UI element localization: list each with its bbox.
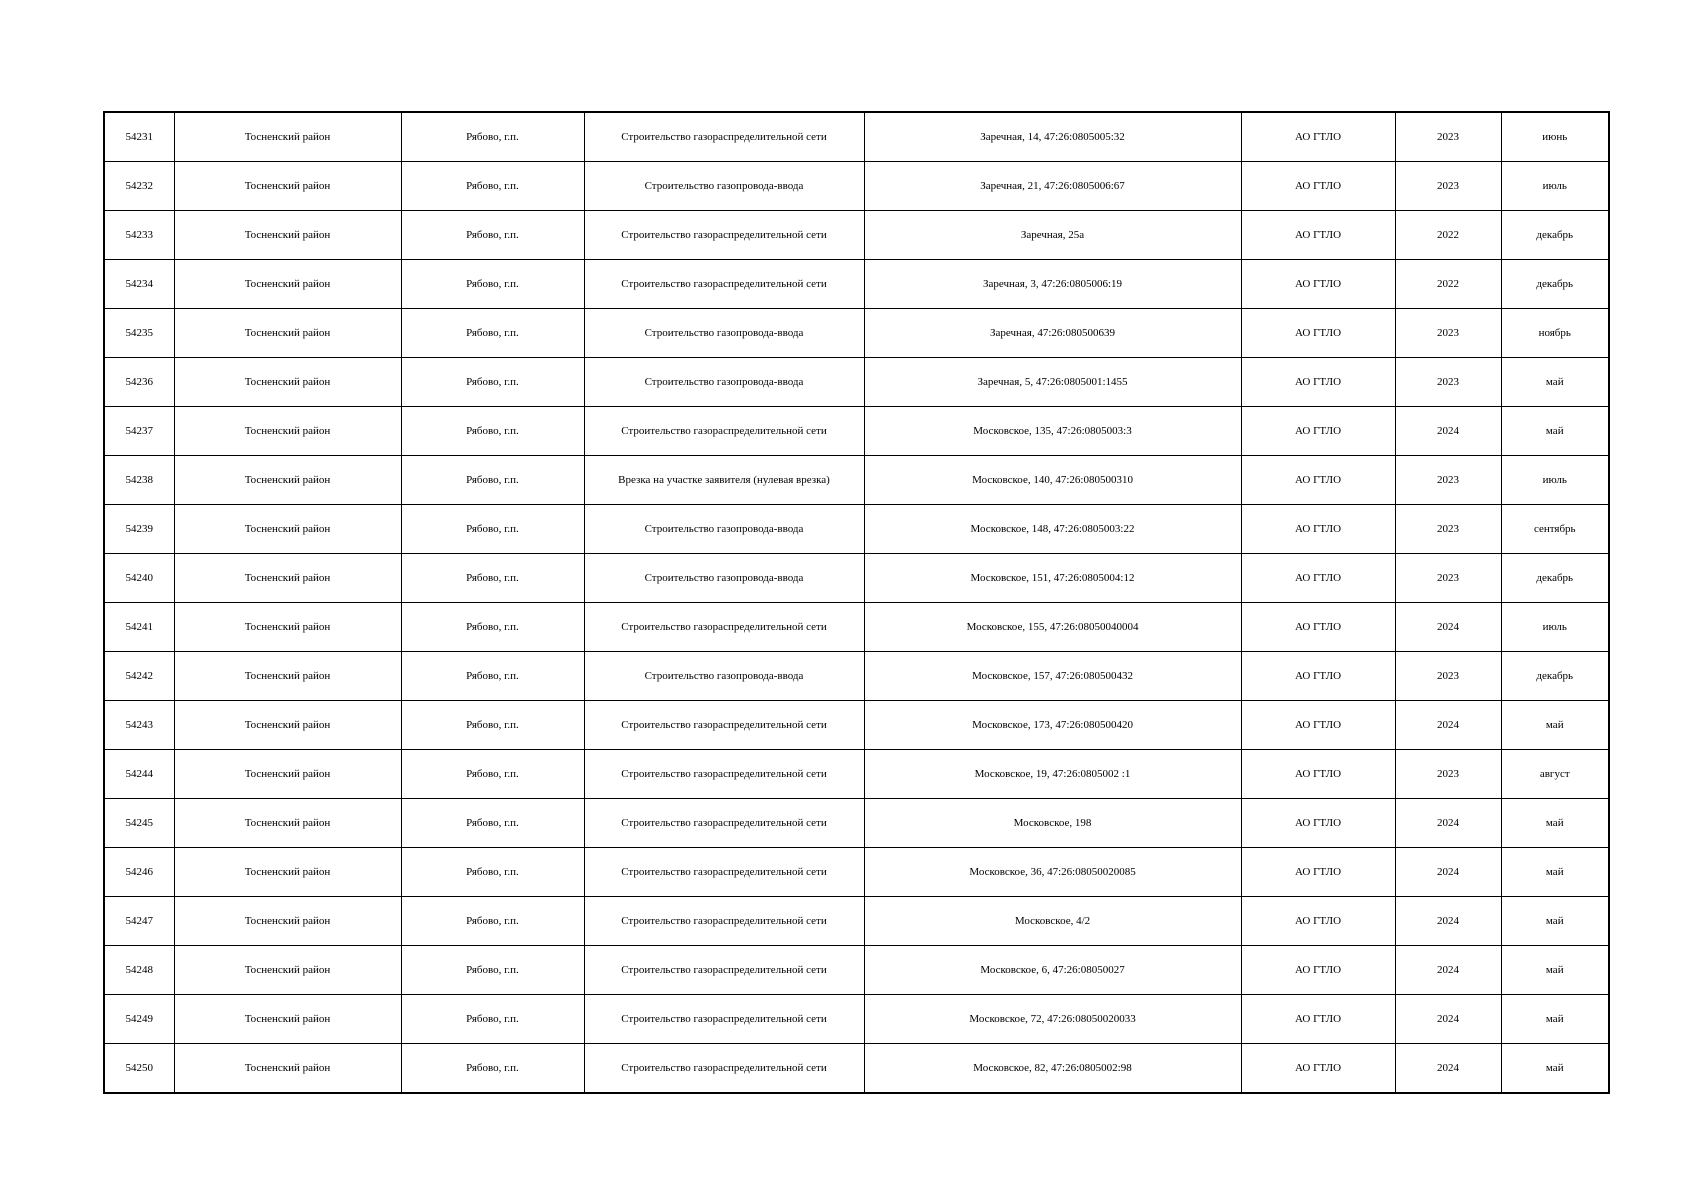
row-id-cell: 54242 bbox=[104, 652, 174, 701]
work-type-cell: Строительство газопровода-ввода bbox=[584, 652, 864, 701]
month-cell: июль bbox=[1501, 456, 1609, 505]
row-id-cell: 54235 bbox=[104, 309, 174, 358]
district-cell: Тосненский район bbox=[174, 995, 401, 1044]
row-id-cell: 54238 bbox=[104, 456, 174, 505]
settlement-cell: Рябово, г.п. bbox=[401, 701, 584, 750]
address-cell: Московское, 36, 47:26:08050020085 bbox=[864, 848, 1241, 897]
year-cell: 2024 bbox=[1395, 407, 1501, 456]
row-id-cell: 54241 bbox=[104, 603, 174, 652]
address-cell: Московское, 173, 47:26:080500420 bbox=[864, 701, 1241, 750]
year-cell: 2023 bbox=[1395, 652, 1501, 701]
address-cell: Московское, 135, 47:26:0805003:3 bbox=[864, 407, 1241, 456]
work-type-cell: Строительство газораспределительной сети bbox=[584, 897, 864, 946]
address-cell: Московское, 4/2 bbox=[864, 897, 1241, 946]
organization-cell: АО ГТЛО bbox=[1241, 848, 1395, 897]
year-cell: 2024 bbox=[1395, 897, 1501, 946]
work-type-cell: Строительство газораспределительной сети bbox=[584, 946, 864, 995]
row-id-cell: 54239 bbox=[104, 505, 174, 554]
table-row bbox=[104, 554, 1609, 603]
year-cell: 2023 bbox=[1395, 554, 1501, 603]
month-cell: май bbox=[1501, 407, 1609, 456]
table-row bbox=[104, 112, 1609, 162]
district-cell: Тосненский район bbox=[174, 112, 401, 162]
table-row bbox=[104, 799, 1609, 848]
row-id-cell: 54247 bbox=[104, 897, 174, 946]
district-cell: Тосненский район bbox=[174, 897, 401, 946]
work-type-cell: Строительство газораспределительной сети bbox=[584, 1044, 864, 1094]
address-cell: Московское, 6, 47:26:08050027 bbox=[864, 946, 1241, 995]
table-row bbox=[104, 1044, 1609, 1094]
month-cell: май bbox=[1501, 995, 1609, 1044]
work-type-cell: Строительство газораспределительной сети bbox=[584, 995, 864, 1044]
month-cell: май bbox=[1501, 1044, 1609, 1094]
year-cell: 2023 bbox=[1395, 358, 1501, 407]
row-id-cell: 54236 bbox=[104, 358, 174, 407]
settlement-cell: Рябово, г.п. bbox=[401, 260, 584, 309]
district-cell: Тосненский район bbox=[174, 799, 401, 848]
settlement-cell: Рябово, г.п. bbox=[401, 848, 584, 897]
row-id-cell: 54243 bbox=[104, 701, 174, 750]
organization-cell: АО ГТЛО bbox=[1241, 897, 1395, 946]
settlement-cell: Рябово, г.п. bbox=[401, 897, 584, 946]
month-cell: май bbox=[1501, 799, 1609, 848]
table-row bbox=[104, 995, 1609, 1044]
organization-cell: АО ГТЛО bbox=[1241, 946, 1395, 995]
month-cell: декабрь bbox=[1501, 652, 1609, 701]
organization-cell: АО ГТЛО bbox=[1241, 162, 1395, 211]
organization-cell: АО ГТЛО bbox=[1241, 260, 1395, 309]
address-cell: Московское, 155, 47:26:08050040004 bbox=[864, 603, 1241, 652]
district-cell: Тосненский район bbox=[174, 750, 401, 799]
table-row bbox=[104, 897, 1609, 946]
address-cell: Московское, 148, 47:26:0805003:22 bbox=[864, 505, 1241, 554]
settlement-cell: Рябово, г.п. bbox=[401, 799, 584, 848]
work-type-cell: Строительство газораспределительной сети bbox=[584, 799, 864, 848]
settlement-cell: Рябово, г.п. bbox=[401, 505, 584, 554]
row-id-cell: 54240 bbox=[104, 554, 174, 603]
organization-cell: АО ГТЛО bbox=[1241, 211, 1395, 260]
work-type-cell: Строительство газопровода-ввода bbox=[584, 505, 864, 554]
table-row bbox=[104, 701, 1609, 750]
year-cell: 2024 bbox=[1395, 799, 1501, 848]
organization-cell: АО ГТЛО bbox=[1241, 750, 1395, 799]
table-row bbox=[104, 946, 1609, 995]
address-cell: Московское, 140, 47:26:080500310 bbox=[864, 456, 1241, 505]
table-row bbox=[104, 162, 1609, 211]
address-cell: Заречная, 5, 47:26:0805001:1455 bbox=[864, 358, 1241, 407]
table-row bbox=[104, 848, 1609, 897]
work-type-cell: Строительство газораспределительной сети bbox=[584, 603, 864, 652]
organization-cell: АО ГТЛО bbox=[1241, 799, 1395, 848]
month-cell: май bbox=[1501, 897, 1609, 946]
settlement-cell: Рябово, г.п. bbox=[401, 112, 584, 162]
address-cell: Московское, 82, 47:26:0805002:98 bbox=[864, 1044, 1241, 1094]
work-type-cell: Строительство газораспределительной сети bbox=[584, 848, 864, 897]
district-cell: Тосненский район bbox=[174, 505, 401, 554]
year-cell: 2024 bbox=[1395, 603, 1501, 652]
organization-cell: АО ГТЛО bbox=[1241, 603, 1395, 652]
year-cell: 2022 bbox=[1395, 260, 1501, 309]
table-body bbox=[104, 112, 1609, 1093]
organization-cell: АО ГТЛО bbox=[1241, 505, 1395, 554]
table-row bbox=[104, 505, 1609, 554]
year-cell: 2024 bbox=[1395, 848, 1501, 897]
settlement-cell: Рябово, г.п. bbox=[401, 750, 584, 799]
organization-cell: АО ГТЛО bbox=[1241, 407, 1395, 456]
settlement-cell: Рябово, г.п. bbox=[401, 995, 584, 1044]
address-cell: Заречная, 14, 47:26:0805005:32 bbox=[864, 112, 1241, 162]
table-row bbox=[104, 407, 1609, 456]
table-row bbox=[104, 456, 1609, 505]
year-cell: 2024 bbox=[1395, 946, 1501, 995]
district-cell: Тосненский район bbox=[174, 848, 401, 897]
month-cell: июль bbox=[1501, 603, 1609, 652]
settlement-cell: Рябово, г.п. bbox=[401, 407, 584, 456]
settlement-cell: Рябово, г.п. bbox=[401, 456, 584, 505]
year-cell: 2023 bbox=[1395, 162, 1501, 211]
district-cell: Тосненский район bbox=[174, 603, 401, 652]
settlement-cell: Рябово, г.п. bbox=[401, 946, 584, 995]
row-id-cell: 54233 bbox=[104, 211, 174, 260]
year-cell: 2023 bbox=[1395, 456, 1501, 505]
row-id-cell: 54234 bbox=[104, 260, 174, 309]
address-cell: Заречная, 47:26:080500639 bbox=[864, 309, 1241, 358]
organization-cell: АО ГТЛО bbox=[1241, 358, 1395, 407]
district-cell: Тосненский район bbox=[174, 407, 401, 456]
settlement-cell: Рябово, г.п. bbox=[401, 162, 584, 211]
district-cell: Тосненский район bbox=[174, 211, 401, 260]
year-cell: 2024 bbox=[1395, 1044, 1501, 1094]
row-id-cell: 54231 bbox=[104, 112, 174, 162]
year-cell: 2022 bbox=[1395, 211, 1501, 260]
row-id-cell: 54248 bbox=[104, 946, 174, 995]
address-cell: Московское, 157, 47:26:080500432 bbox=[864, 652, 1241, 701]
district-cell: Тосненский район bbox=[174, 260, 401, 309]
work-type-cell: Строительство газопровода-ввода bbox=[584, 554, 864, 603]
gasification-table bbox=[103, 111, 1610, 1094]
settlement-cell: Рябово, г.п. bbox=[401, 309, 584, 358]
settlement-cell: Рябово, г.п. bbox=[401, 211, 584, 260]
address-cell: Московское, 19, 47:26:0805002 :1 bbox=[864, 750, 1241, 799]
organization-cell: АО ГТЛО bbox=[1241, 554, 1395, 603]
work-type-cell: Строительство газораспределительной сети bbox=[584, 260, 864, 309]
address-cell: Московское, 151, 47:26:0805004:12 bbox=[864, 554, 1241, 603]
district-cell: Тосненский район bbox=[174, 162, 401, 211]
address-cell: Заречная, 25а bbox=[864, 211, 1241, 260]
address-cell: Заречная, 3, 47:26:0805006:19 bbox=[864, 260, 1241, 309]
year-cell: 2023 bbox=[1395, 309, 1501, 358]
table-row bbox=[104, 652, 1609, 701]
row-id-cell: 54245 bbox=[104, 799, 174, 848]
district-cell: Тосненский район bbox=[174, 652, 401, 701]
district-cell: Тосненский район bbox=[174, 456, 401, 505]
work-type-cell: Строительство газораспределительной сети bbox=[584, 211, 864, 260]
work-type-cell: Строительство газораспределительной сети bbox=[584, 112, 864, 162]
row-id-cell: 54250 bbox=[104, 1044, 174, 1094]
month-cell: июнь bbox=[1501, 112, 1609, 162]
district-cell: Тосненский район bbox=[174, 1044, 401, 1094]
table-row bbox=[104, 309, 1609, 358]
district-cell: Тосненский район bbox=[174, 946, 401, 995]
row-id-cell: 54232 bbox=[104, 162, 174, 211]
organization-cell: АО ГТЛО bbox=[1241, 112, 1395, 162]
organization-cell: АО ГТЛО bbox=[1241, 701, 1395, 750]
row-id-cell: 54246 bbox=[104, 848, 174, 897]
month-cell: декабрь bbox=[1501, 554, 1609, 603]
month-cell: декабрь bbox=[1501, 211, 1609, 260]
work-type-cell: Строительство газораспределительной сети bbox=[584, 701, 864, 750]
month-cell: июль bbox=[1501, 162, 1609, 211]
organization-cell: АО ГТЛО bbox=[1241, 1044, 1395, 1094]
table-row bbox=[104, 603, 1609, 652]
organization-cell: АО ГТЛО bbox=[1241, 995, 1395, 1044]
year-cell: 2023 bbox=[1395, 112, 1501, 162]
address-cell: Заречная, 21, 47:26:0805006:67 bbox=[864, 162, 1241, 211]
work-type-cell: Строительство газопровода-ввода bbox=[584, 309, 864, 358]
row-id-cell: 54237 bbox=[104, 407, 174, 456]
work-type-cell: Строительство газораспределительной сети bbox=[584, 750, 864, 799]
organization-cell: АО ГТЛО bbox=[1241, 456, 1395, 505]
row-id-cell: 54244 bbox=[104, 750, 174, 799]
row-id-cell: 54249 bbox=[104, 995, 174, 1044]
district-cell: Тосненский район bbox=[174, 358, 401, 407]
settlement-cell: Рябово, г.п. bbox=[401, 554, 584, 603]
month-cell: май bbox=[1501, 358, 1609, 407]
month-cell: сентябрь bbox=[1501, 505, 1609, 554]
year-cell: 2023 bbox=[1395, 750, 1501, 799]
address-cell: Московское, 198 bbox=[864, 799, 1241, 848]
table-row bbox=[104, 358, 1609, 407]
month-cell: май bbox=[1501, 701, 1609, 750]
work-type-cell: Врезка на участке заявителя (нулевая врезка) bbox=[584, 456, 864, 505]
month-cell: май bbox=[1501, 848, 1609, 897]
work-type-cell: Строительство газопровода-ввода bbox=[584, 162, 864, 211]
work-type-cell: Строительство газораспределительной сети bbox=[584, 407, 864, 456]
settlement-cell: Рябово, г.п. bbox=[401, 652, 584, 701]
organization-cell: АО ГТЛО bbox=[1241, 652, 1395, 701]
settlement-cell: Рябово, г.п. bbox=[401, 1044, 584, 1094]
table-row bbox=[104, 211, 1609, 260]
organization-cell: АО ГТЛО bbox=[1241, 309, 1395, 358]
month-cell: декабрь bbox=[1501, 260, 1609, 309]
settlement-cell: Рябово, г.п. bbox=[401, 603, 584, 652]
table-row bbox=[104, 260, 1609, 309]
month-cell: ноябрь bbox=[1501, 309, 1609, 358]
district-cell: Тосненский район bbox=[174, 309, 401, 358]
address-cell: Московское, 72, 47:26:08050020033 bbox=[864, 995, 1241, 1044]
year-cell: 2023 bbox=[1395, 505, 1501, 554]
district-cell: Тосненский район bbox=[174, 554, 401, 603]
month-cell: август bbox=[1501, 750, 1609, 799]
month-cell: май bbox=[1501, 946, 1609, 995]
district-cell: Тосненский район bbox=[174, 701, 401, 750]
year-cell: 2024 bbox=[1395, 995, 1501, 1044]
table-row bbox=[104, 750, 1609, 799]
work-type-cell: Строительство газопровода-ввода bbox=[584, 358, 864, 407]
year-cell: 2024 bbox=[1395, 701, 1501, 750]
settlement-cell: Рябово, г.п. bbox=[401, 358, 584, 407]
